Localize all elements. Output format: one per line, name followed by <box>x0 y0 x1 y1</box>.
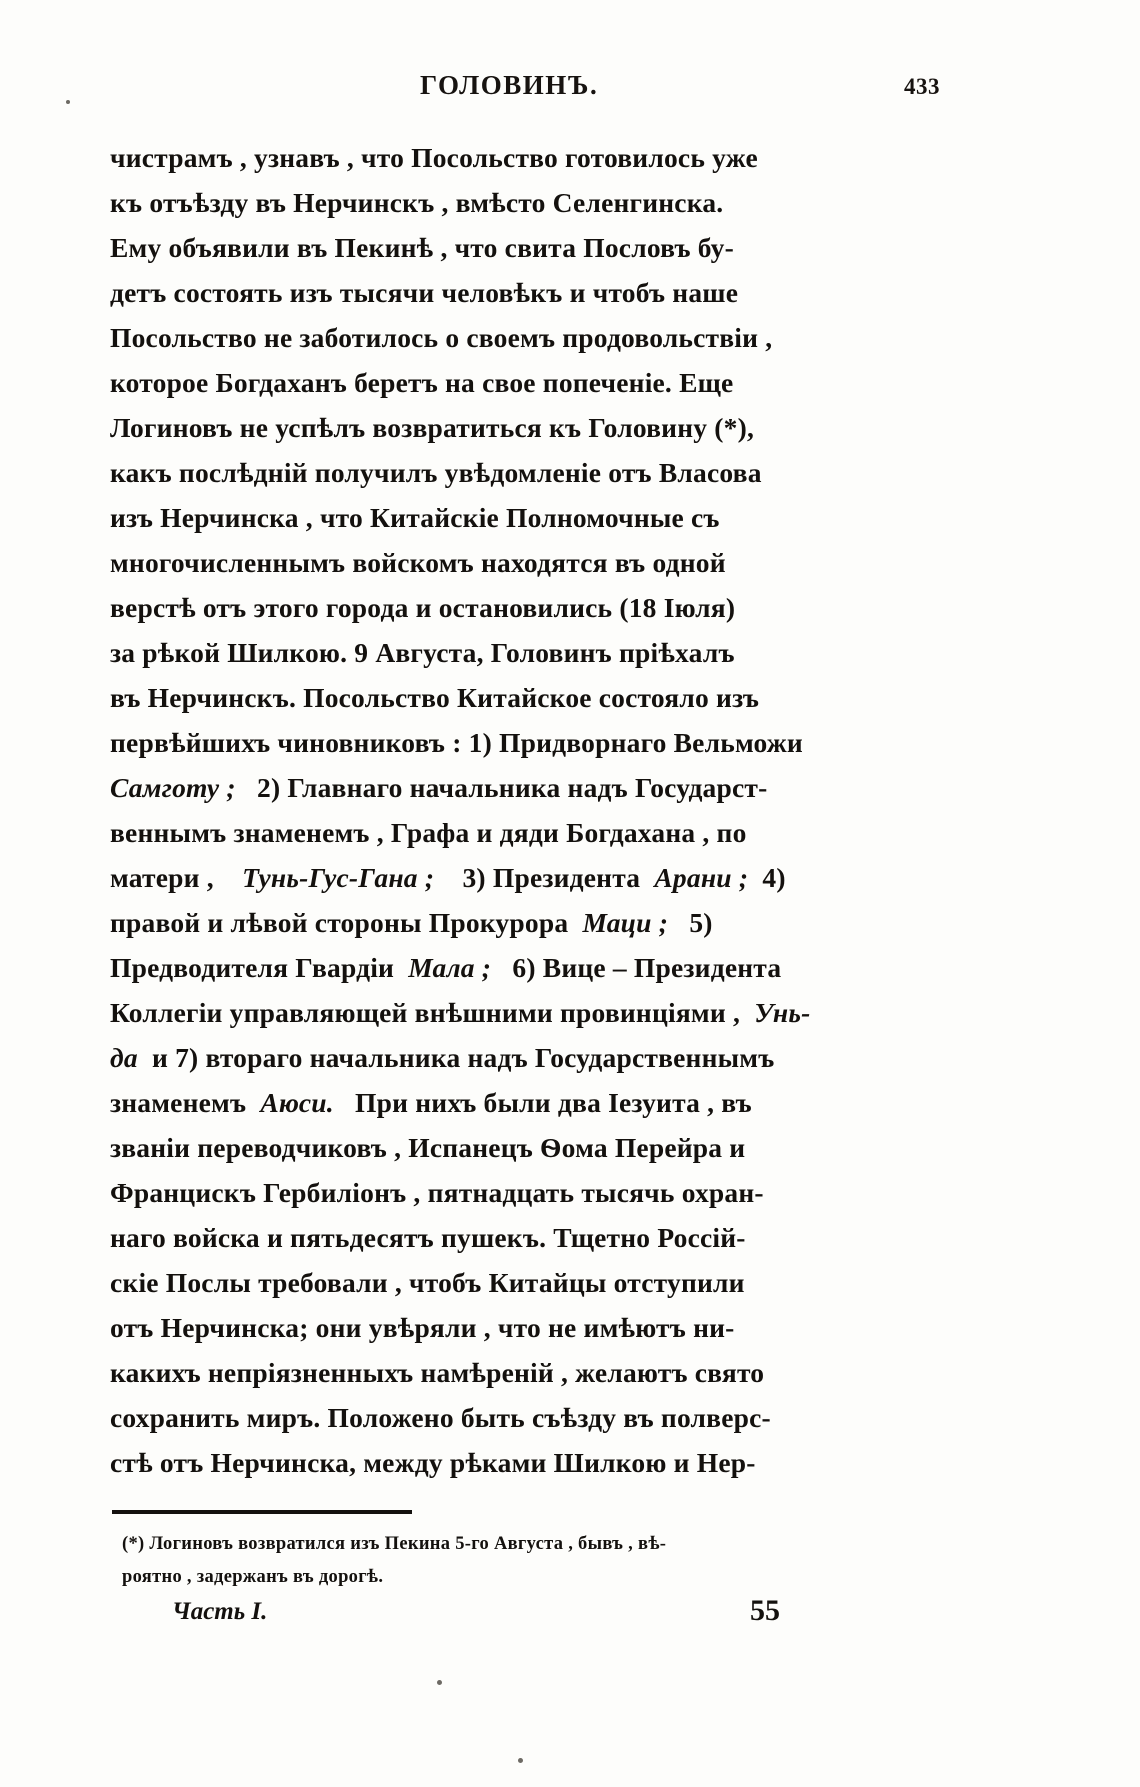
text-line: сохранить миръ. Положено быть съѣзду въ полверс- <box>110 1402 771 1433</box>
text-line: которое Богдаханъ беретъ на свое попеченіе. Еще <box>110 367 734 398</box>
text-line <box>110 1035 940 1080</box>
text-line: званіи переводчиковъ , Испанецъ Ѳома Перейра и <box>110 1132 746 1163</box>
text-fragment: 5) <box>689 907 713 938</box>
text-line: какихъ непріязненныхъ намѣреній , желаютъ свято <box>110 1357 765 1388</box>
name-unda-part2: да <box>110 1042 138 1073</box>
text-fragment: матери , <box>110 862 214 893</box>
paper-speck <box>437 1680 442 1685</box>
text-line: стѣ отъ Нерчинска, между рѣками Шилкою и Нер- <box>110 1447 756 1478</box>
text-line: верстѣ отъ этого города и остановились (18 Іюля) <box>110 592 736 623</box>
text-line: Логиновъ не успѣлъ возвратиться къ Головину (*), <box>110 412 755 443</box>
text-line: къ отъѣзду въ Нерчинскъ , вмѣсто Селенгинска. <box>110 187 724 218</box>
text-line: детъ состоять изъ тысячи человѣкъ и чтобъ наше <box>110 277 739 308</box>
text-line: въ Нерчинскъ. Посольство Китайское состояло изъ <box>110 682 760 713</box>
name-matsi: Маци ; <box>582 907 669 938</box>
name-sangotu: Самготу ; <box>110 772 236 803</box>
page-footer <box>110 1594 940 1638</box>
text-line <box>110 855 940 900</box>
text-line: за рѣкой Шилкою. 9 Августа, Головинъ прiѣхалъ <box>110 637 735 668</box>
name-ayusi: Аюси. <box>260 1087 334 1118</box>
text-fragment: 2) Главнаго начальника надъ Государст- <box>257 772 768 803</box>
paper-speck <box>518 1758 523 1763</box>
volume-signature: Часть I. <box>172 1598 268 1625</box>
text-line: скіе Послы требовали , чтобъ Китайцы отступили <box>110 1267 745 1298</box>
text-line: изъ Нерчинска , что Китайскіе Полномочные съ <box>110 502 720 533</box>
text-fragment: и 7) втораго начальника надъ Государственнымъ <box>151 1042 775 1073</box>
footnote-line: (*) Логиновъ возвратился изъ Пекина 5-го Августа , бывъ , вѣ- <box>122 1534 667 1554</box>
body-text <box>110 135 940 1485</box>
text-fragment: Коллегіи управляющей внѣшними провинціями , <box>110 997 741 1028</box>
text-line: какъ послѣдній получилъ увѣдомленіе отъ Власова <box>110 457 762 488</box>
text-fragment: 4) <box>762 862 786 893</box>
text-line <box>110 765 940 810</box>
footnote-line: роятно , задержанъ въ дорогѣ. <box>122 1567 384 1587</box>
text-line <box>110 1080 940 1125</box>
text-line: наго войска и пятьдесятъ пушекъ. Тщетно Россій- <box>110 1222 746 1253</box>
text-line: Ему объявили въ Пекинѣ , что свита Пословъ бу- <box>110 232 734 263</box>
text-line: отъ Нерчинска; они увѣряли , что не имѣютъ ни- <box>110 1312 735 1343</box>
text-fragment: 6) Вице – Президента <box>512 952 782 983</box>
text-line: Францискъ Гербиліонъ , пятнадцать тысячь охран- <box>110 1177 764 1208</box>
name-unda-part1: Унь- <box>754 997 811 1028</box>
text-fragment: Предводителя Гвардіи <box>110 952 395 983</box>
text-fragment: При нихъ были два Іезуита , въ <box>355 1087 752 1118</box>
text-fragment: 3) Президента <box>462 862 641 893</box>
text-line: Посольство не заботилось о своемъ продовольствіи , <box>110 322 773 353</box>
paper-speck <box>66 100 70 104</box>
text-line: веннымъ знаменемъ , Графа и дяди Богдахана , по <box>110 817 747 848</box>
signature-number: 55 <box>750 1594 780 1627</box>
name-mala: Мала ; <box>408 952 492 983</box>
text-fragment: правой и лѣвой стороны Прокурора <box>110 907 569 938</box>
text-line: чистрамъ , узнавъ , что Посольство готовилось уже <box>110 142 758 173</box>
name-tun-gus-gan: Тунь-Гус-Гана ; <box>242 862 435 893</box>
name-arani: Арани ; <box>654 862 749 893</box>
page-number: 433 <box>904 74 940 99</box>
text-line <box>110 990 940 1035</box>
text-line: первѣйшихъ чиновниковъ : 1) Придворнаго Вельможи <box>110 727 803 758</box>
text-line: многочисленнымъ войскомъ находятся въ одной <box>110 547 726 578</box>
text-line <box>110 945 940 990</box>
footnote-separator-rule <box>112 1510 412 1514</box>
text-fragment: знаменемъ <box>110 1087 247 1118</box>
footnote <box>122 1528 952 1594</box>
page-header <box>110 70 940 110</box>
running-title: ГОЛОВИНЪ. <box>420 70 599 100</box>
text-line <box>110 900 940 945</box>
